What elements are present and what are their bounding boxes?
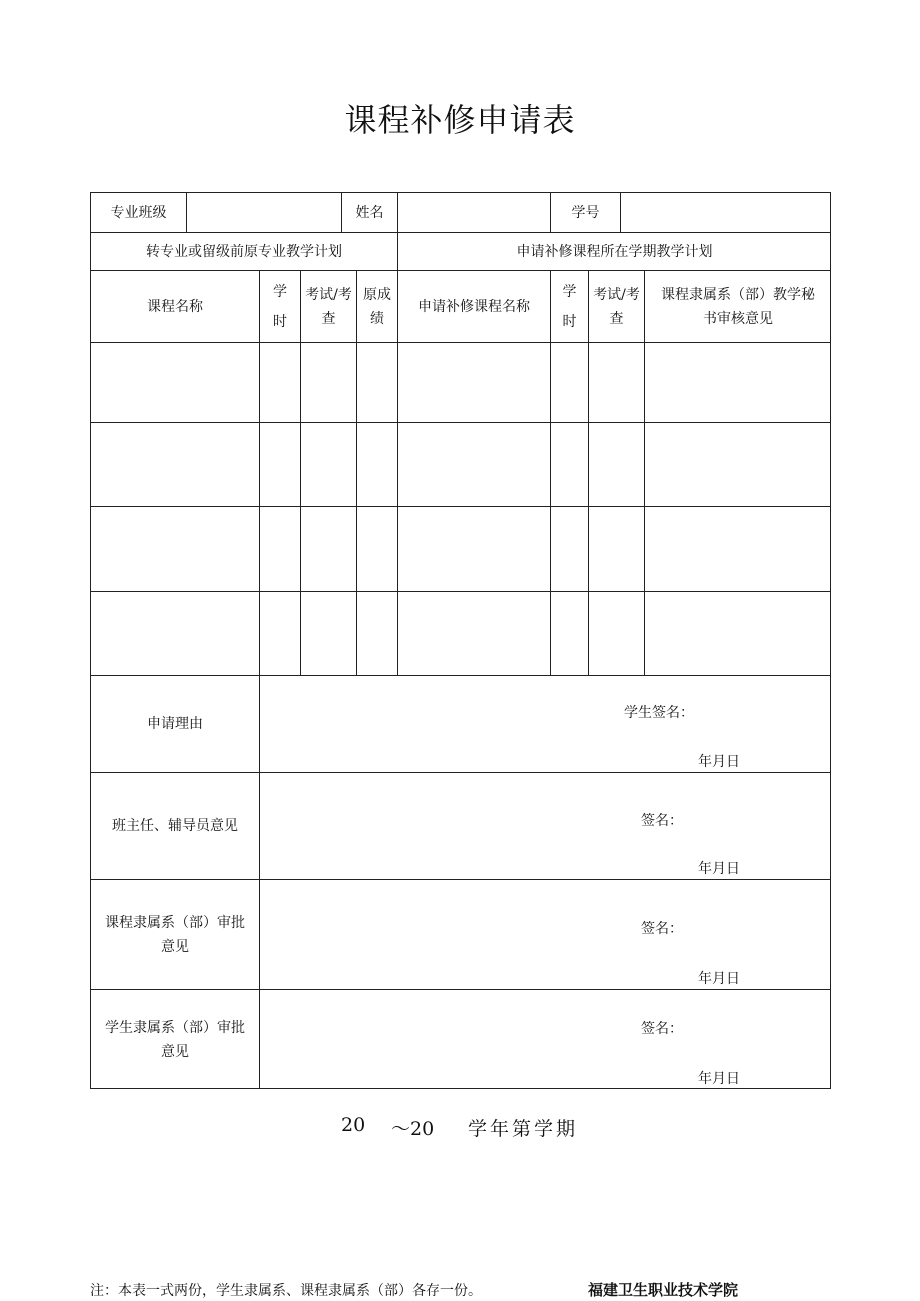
hours-header	[259, 270, 300, 342]
applied-exam-type-cell[interactable]	[588, 506, 644, 591]
exam-type-cell[interactable]	[300, 506, 356, 591]
hours-cell[interactable]	[259, 506, 300, 591]
hours-header-line2: 时	[273, 313, 287, 330]
applied-hours-header-line2: 时	[562, 313, 577, 330]
course-cell[interactable]	[90, 422, 259, 506]
teacher-opinion-field[interactable]	[259, 772, 831, 879]
name-label: 姓名	[341, 192, 397, 232]
student-dept-label	[90, 989, 259, 1089]
term-year-start: 20	[341, 1114, 366, 1136]
exam-type-cell[interactable]	[300, 422, 356, 506]
course-dept-label	[90, 879, 259, 989]
major-class-label: 专业班级	[90, 192, 186, 232]
applied-hours-cell[interactable]	[550, 342, 588, 422]
exam-type-header-line1: 考试/考	[305, 286, 352, 303]
secretary-review-header-line2: 书审核意见	[703, 310, 773, 327]
student-id-label: 学号	[550, 192, 620, 232]
applied-hours-cell[interactable]	[550, 422, 588, 506]
secretary-review-cell[interactable]	[644, 506, 831, 591]
applied-plan-heading: 申请补修课程所在学期教学计划	[397, 232, 831, 270]
hours-cell[interactable]	[259, 342, 300, 422]
hours-cell[interactable]	[259, 422, 300, 506]
date-label: 年月日	[698, 861, 740, 877]
secretary-review-header	[644, 270, 831, 342]
date-label: 年月日	[698, 1071, 740, 1087]
secretary-review-cell[interactable]	[644, 422, 831, 506]
application-form-table	[90, 192, 831, 1089]
student-signature-label: 学生签名：	[624, 705, 694, 721]
applied-course-cell[interactable]	[397, 342, 550, 422]
teacher-opinion-label: 班主任、辅导员意见	[90, 772, 259, 879]
applied-hours-cell[interactable]	[550, 591, 588, 675]
secretary-review-cell[interactable]	[644, 591, 831, 675]
course-cell[interactable]	[90, 342, 259, 422]
secretary-review-header-line1: 课程隶属系（部）教学秘	[661, 286, 815, 303]
applied-exam-type-header-line2: 查	[609, 310, 624, 327]
student-dept-label-line2: 意见	[161, 1043, 189, 1060]
applied-course-cell[interactable]	[397, 506, 550, 591]
applied-exam-type-header	[588, 270, 644, 342]
original-grade-header	[356, 270, 397, 342]
date-label: 年月日	[698, 754, 740, 770]
applied-exam-type-cell[interactable]	[588, 422, 644, 506]
form-title: 课程补修申请表	[344, 101, 576, 139]
hours-header-line1: 学	[273, 283, 287, 300]
applied-course-header: 申请补修课程名称	[397, 270, 550, 342]
exam-type-cell[interactable]	[300, 342, 356, 422]
date-label: 年月日	[698, 971, 740, 987]
school-name: 福建卫生职业技术学院	[588, 1281, 739, 1299]
name-field[interactable]	[397, 192, 550, 232]
term-year-end: ～20	[391, 1118, 435, 1140]
student-dept-label-line1: 学生隶属系（部）审批	[105, 1019, 245, 1036]
reason-label: 申请理由	[90, 675, 259, 772]
reason-field[interactable]	[259, 675, 831, 772]
student-dept-field[interactable]	[259, 989, 831, 1089]
applied-hours-cell[interactable]	[550, 506, 588, 591]
applied-exam-type-cell[interactable]	[588, 342, 644, 422]
course-cell[interactable]	[90, 506, 259, 591]
signature-label: 签名：	[641, 921, 683, 937]
grade-cell[interactable]	[356, 422, 397, 506]
grade-cell[interactable]	[356, 591, 397, 675]
course-dept-label-line1: 课程隶属系（部）审批	[105, 914, 245, 931]
course-name-header: 课程名称	[90, 270, 259, 342]
hours-cell[interactable]	[259, 591, 300, 675]
original-grade-header-line1: 原成	[363, 286, 391, 303]
signature-label: 签名：	[641, 813, 683, 829]
exam-type-header-line2: 查	[321, 310, 336, 327]
applied-course-cell[interactable]	[397, 591, 550, 675]
course-cell[interactable]	[90, 591, 259, 675]
student-id-field[interactable]	[620, 192, 831, 232]
exam-type-cell[interactable]	[300, 591, 356, 675]
applied-exam-type-header-line1: 考试/考	[593, 286, 640, 303]
grade-cell[interactable]	[356, 342, 397, 422]
signature-label: 签名：	[641, 1021, 683, 1037]
course-dept-label-line2: 意见	[161, 938, 189, 955]
original-grade-header-line2: 绩	[370, 310, 384, 327]
original-plan-heading: 转专业或留级前原专业教学计划	[90, 232, 397, 270]
applied-hours-header-line1: 学	[562, 283, 577, 300]
major-class-field[interactable]	[186, 192, 341, 232]
footnote: 注：本表一式两份，学生隶属系、课程隶属系（部）各存一份。	[90, 1283, 482, 1299]
term-suffix: 学年第学期	[468, 1118, 579, 1140]
applied-exam-type-cell[interactable]	[588, 591, 644, 675]
grade-cell[interactable]	[356, 506, 397, 591]
applied-course-cell[interactable]	[397, 422, 550, 506]
exam-type-header	[300, 270, 356, 342]
secretary-review-cell[interactable]	[644, 342, 831, 422]
applied-hours-header	[550, 270, 588, 342]
course-dept-field[interactable]	[259, 879, 831, 989]
